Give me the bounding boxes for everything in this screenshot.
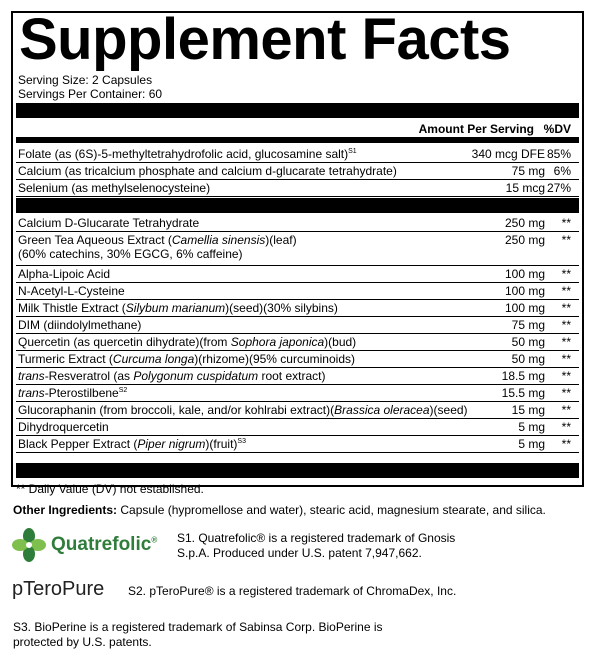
- ingredient-dv: **: [561, 420, 571, 434]
- servings-per-container: Servings Per Container: 60: [18, 87, 163, 101]
- ingredient-row: [16, 231, 579, 266]
- ingredient-row: [16, 401, 579, 419]
- ingredient-row: [16, 418, 579, 436]
- ingredient-row: [16, 145, 579, 163]
- quatrefolic-note: [177, 531, 455, 561]
- ingredient-amount: 100 mg: [504, 284, 545, 298]
- ingredient-row: [16, 367, 579, 385]
- ingredient-amount: 340 mcg DFE: [471, 147, 545, 161]
- ingredient-dv: **: [561, 403, 571, 417]
- ingredient-row: [16, 316, 579, 334]
- ingredient-dv: **: [561, 369, 571, 383]
- quatrefolic-note-line2: S.p.A. Produced under U.S. patent 7,947,662.: [177, 546, 422, 560]
- clover-icon: [12, 528, 46, 562]
- ingredient-dv: **: [561, 335, 571, 349]
- bioperine-note: [13, 620, 383, 650]
- ingredient-amount: 18.5 mg: [501, 369, 545, 383]
- quatrefolic-note-line1: S1. Quatrefolic® is a registered trademark of Gnosis: [177, 531, 456, 545]
- dv-header: %DV: [543, 122, 571, 136]
- bioperine-note-line2: protected by U.S. patents.: [13, 635, 152, 649]
- ingredient-dv: **: [561, 437, 571, 451]
- ingredient-dv: 85%: [546, 147, 571, 161]
- pteropure-note: S2. pTeroPure® is a registered trademark of ChromaDex, Inc.: [128, 584, 457, 598]
- ingredient-amount: 100 mg: [504, 267, 545, 281]
- ingredient-dv: **: [561, 267, 571, 281]
- ingredient-row: [16, 179, 579, 197]
- ingredient-amount: 50 mg: [511, 335, 545, 349]
- ingredient-row: [16, 435, 579, 453]
- ingredient-name: Folate (as (6S)-5-methyltetrahydrofolic acid, glucosamine salt)$^{S1}$: [18, 147, 357, 161]
- ingredient-name: Quercetin (as quercetin dihydrate)(from Sophora japonica)(bud): [18, 335, 357, 349]
- amount-header: Amount Per Serving: [418, 122, 534, 136]
- pteropure-logo: pTeroPure: [12, 578, 105, 600]
- ingredient-dv: 27%: [546, 181, 571, 195]
- other-ingredients-text: Capsule (hypromellose and water), stearic acid, magnesium stearate, and silica.: [117, 503, 546, 517]
- ingredient-dv: **: [561, 216, 571, 230]
- serving-size: Serving Size: 2 Capsules: [18, 73, 153, 87]
- ingredient-dv: **: [561, 318, 571, 332]
- ingredient-amount: 250 mg: [504, 233, 545, 247]
- ingredient-row: [16, 299, 579, 317]
- ingredient-dv: **: [561, 386, 571, 400]
- ingredient-amount: 5 mg: [518, 437, 545, 451]
- quatrefolic-wordmark: Quatrefolic®: [51, 534, 158, 555]
- ingredient-name: Alpha-Lipoic Acid: [18, 267, 111, 281]
- ingredient-name: trans-Pterostilbene$^{S2}$: [18, 386, 128, 400]
- ingredient-name: N-Acetyl-L-Cysteine: [18, 284, 125, 298]
- ingredient-amount: 75 mg: [511, 164, 545, 178]
- ingredient-row: [16, 384, 579, 402]
- ingredient-amount: 5 mg: [518, 420, 545, 434]
- panel-title: Supplement Facts: [19, 7, 511, 72]
- other-ingredients: [13, 503, 546, 518]
- bioperine-note-line1: S3. BioPerine is a registered trademark of Sabinsa Corp. BioPerine is: [13, 620, 383, 634]
- other-ingredients-label: Other Ingredients:: [13, 503, 118, 517]
- ingredient-amount: 15 mg: [511, 403, 545, 417]
- ingredient-dv: 6%: [553, 164, 571, 178]
- ingredient-dv: **: [561, 233, 571, 247]
- ingredient-row: [16, 265, 579, 283]
- ingredient-row: [16, 282, 579, 300]
- ingredient-name: Green Tea Aqueous Extract (Camellia sinensis)(leaf) (60% catechins, 30% EGCG, 6% caffeine): [18, 233, 297, 261]
- thick-divider: [16, 463, 579, 478]
- ingredient-row: [16, 333, 579, 351]
- ingredient-name: trans-Resveratrol (as Polygonum cuspidatum root extract): [18, 369, 326, 383]
- ingredient-name: Glucoraphanin (from broccoli, kale, and/or kohlrabi extract)(Brassica oleracea)(seed): [18, 403, 468, 417]
- ingredient-amount: 100 mg: [504, 301, 545, 315]
- ingredient-name: Turmeric Extract (Curcuma longa)(rhizome)(95% curcuminoids): [18, 352, 355, 366]
- ingredient-dv: **: [561, 352, 571, 366]
- ingredient-dv: **: [561, 284, 571, 298]
- ingredient-amount: 50 mg: [511, 352, 545, 366]
- ingredient-name: Selenium (as methylselenocysteine): [18, 181, 211, 195]
- ingredient-row: [16, 214, 579, 232]
- quatrefolic-logo: [12, 528, 157, 562]
- ingredient-amount: 75 mg: [511, 318, 545, 332]
- thick-divider: [16, 198, 579, 213]
- ingredient-row: [16, 162, 579, 180]
- ingredient-dv: **: [561, 301, 571, 315]
- ingredient-name: Black Pepper Extract (Piper nigrum)(fruit)$^{S3}$: [18, 437, 246, 451]
- ingredient-name: DIM (diindolylmethane): [18, 318, 142, 332]
- ingredient-name: Milk Thistle Extract (Silybum marianum)(seed)(30% silybins): [18, 301, 338, 315]
- ingredient-name: Dihydroquercetin: [18, 420, 109, 434]
- medium-divider: [16, 137, 579, 143]
- ingredient-amount: 250 mg: [504, 216, 545, 230]
- footnote: ** Daily Value (DV) not established.: [16, 482, 204, 496]
- ingredient-amount: 15 mcg: [505, 181, 545, 195]
- ingredient-name: Calcium D-Glucarate Tetrahydrate: [18, 216, 200, 230]
- supplement-facts-panel: [11, 7, 584, 487]
- ingredient-name: Calcium (as tricalcium phosphate and calcium d-glucarate tetrahydrate): [18, 164, 397, 178]
- thick-divider: [16, 103, 579, 118]
- ingredient-row: [16, 350, 579, 368]
- ingredient-amount: 15.5 mg: [501, 386, 545, 400]
